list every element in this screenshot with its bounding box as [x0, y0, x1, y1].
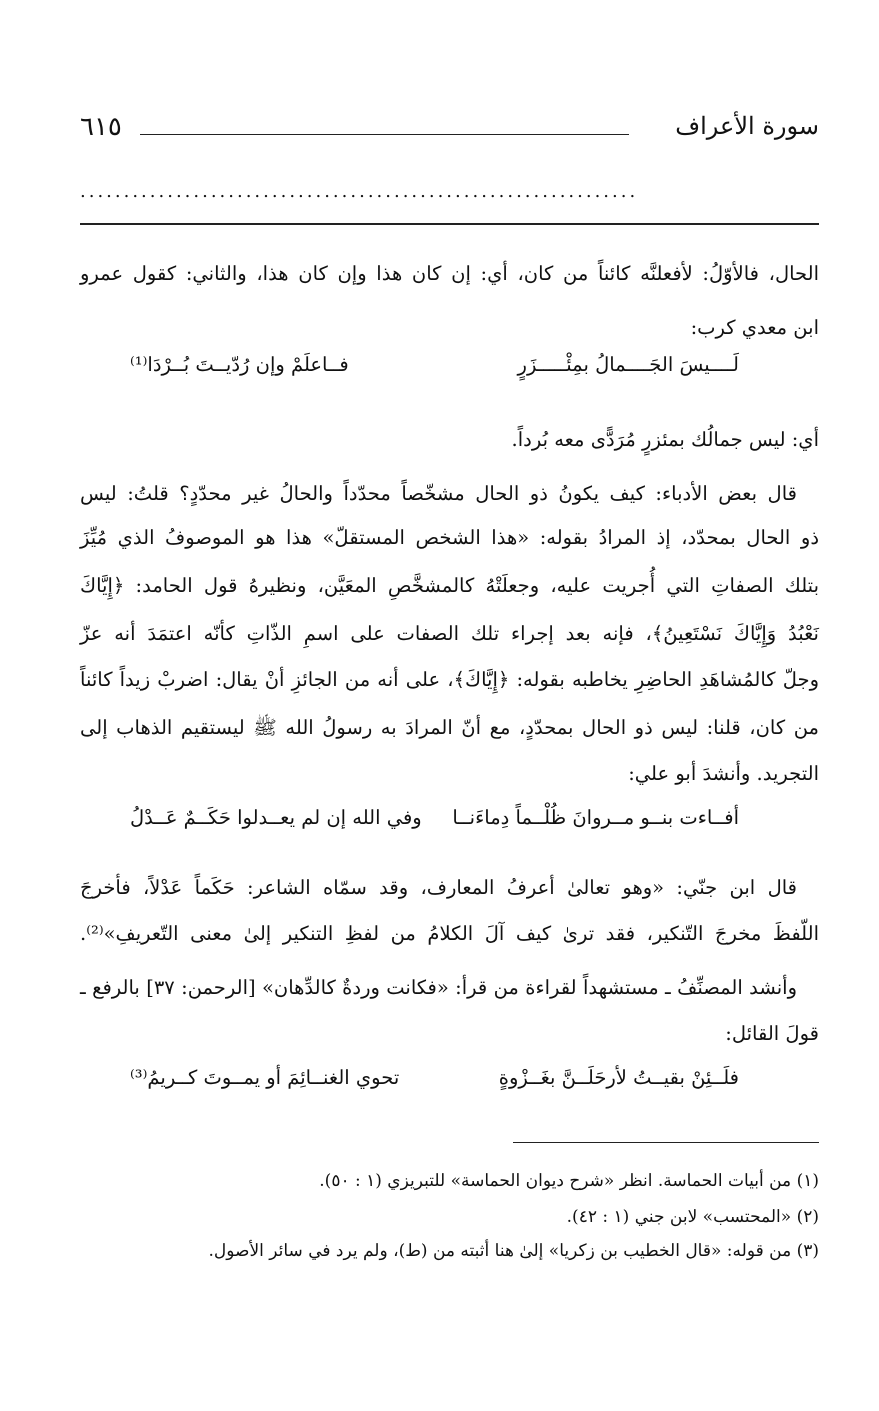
text-line: التجريد. وأنشدَ أبو علي: — [628, 762, 819, 785]
verse-first-hemistich: فلَــئِنْ بقيــتُ لأرحَلَــنَّ بغَــزْوةٍ — [498, 1066, 739, 1089]
footnote-separator — [513, 1142, 819, 1143]
verse-second-hemistich: فــاعلَمْ وإن رُدّيــتَ بُــرْدَا⁽¹⁾ — [130, 353, 349, 376]
poetry-verse — [80, 1066, 819, 1100]
text-line: ذو الحال بمحدّد، إذ المرادُ بقوله: «هذا الشخص المستقلّ» هذا هو الموصوفُ الذي مُيِّزَ — [80, 526, 819, 549]
footnote: (١) من أبيات الحماسة. انظر «شرح ديوان الحماسة» للتبريزي (١ : ٥٠). — [319, 1171, 819, 1191]
dotted-separator: ................................................................ — [80, 181, 639, 201]
text-line: وجلّ كالمُشاهَدِ الحاضِرِ يخاطبه بقوله: ﴿إِيَّاكَ﴾، على أنه من الجائزِ أنْ يقال: اضربْ زيداً كائناً — [80, 668, 819, 691]
text-line: نَعْبُدُ وَإِيَّاكَ نَسْتَعِينُ﴾، فإنه بعد إجراء تلك الصفات على اسمِ الذّاتِ كأنّه اعتمَدَ أنه عزّ — [80, 622, 819, 645]
footnote: (٢) «المحتسب» لابن جني (١ : ٤٢). — [566, 1207, 819, 1227]
text-line: قال بعض الأدباء: كيف يكونُ ذو الحال مشخّصاً محدّداً والحالُ غير محدّدٍ؟ قلتُ: ليس — [80, 482, 797, 505]
text-line: اللّفظَ مخرجَ التّنكير، فقد ترىٰ كيف آلَ الكلامُ من لفظِ التنكير إلىٰ معنى التّعريفِ»⁽²⁾. — [80, 922, 819, 945]
text-line: الحال، فالأوّلُ: لأفعلنَّه كائناً من كان، أي: إن كان هذا وإن كان هذا، والثاني: كقول عمرو — [80, 262, 819, 285]
header-bottom-rule — [80, 223, 819, 225]
running-header — [80, 112, 819, 148]
text-line: من كان، قلنا: ليس ذو الحال بمحدّدٍ، مع أنّ المرادَ به رسولُ الله ﷺ ليستقيم الذهاب إلى — [80, 716, 819, 739]
text-line: وأنشد المصنِّفُ ـ مستشهداً لقراءة من قرأ: «فكانت وردةٌ كالدِّهان» [الرحمن: ٣٧] بالرفع ـ — [80, 976, 797, 999]
poetry-verse — [80, 353, 819, 387]
text-line: ابن معدي كرب: — [690, 316, 819, 339]
footnote: (٣) من قوله: «قال الخطيب بن زكريا» إلىٰ هنا أثبته من (ط)، ولم يرد في سائر الأصول. — [208, 1241, 819, 1261]
surah-title: سورة الأعراف — [675, 112, 819, 140]
header-rule — [140, 134, 629, 135]
verse-second-hemistich: وفي الله إن لم يعــدلوا حَكَــمٌ عَــدْلُ — [130, 806, 422, 829]
text-line: بتلك الصفاتِ التي أُجريت عليه، وجعلَتْهُ كالمشخَّصِ المعَيَّن، ونظيرهُ قول الحامد: ﴿إِيَّاكَ — [80, 574, 819, 597]
text-line: قولَ القائل: — [725, 1022, 819, 1045]
verse-second-hemistich: تحوي الغنــائِمَ أو يمــوتَ كــريمُ⁽³⁾ — [130, 1066, 400, 1089]
verse-first-hemistich: أفــاءت بنــو مــروانَ ظُلْــماً دِماءَنــا — [452, 806, 739, 829]
verse-first-hemistich: لَــــيسَ الجَــــمالُ بمِئْـــــزَرٍ — [517, 353, 739, 376]
poetry-verse — [80, 806, 819, 840]
text-line: قال ابن جنّي: «وهو تعالىٰ أعرفُ المعارف، وقد سمّاه الشاعر: حَكَماً عَدْلاً، فأخرجَ — [80, 876, 797, 899]
page-number: ٦١٥ — [80, 112, 122, 142]
text-line: أي: ليس جمالُك بمئزرٍ مُرَدًّى معه بُرداً. — [511, 428, 819, 451]
